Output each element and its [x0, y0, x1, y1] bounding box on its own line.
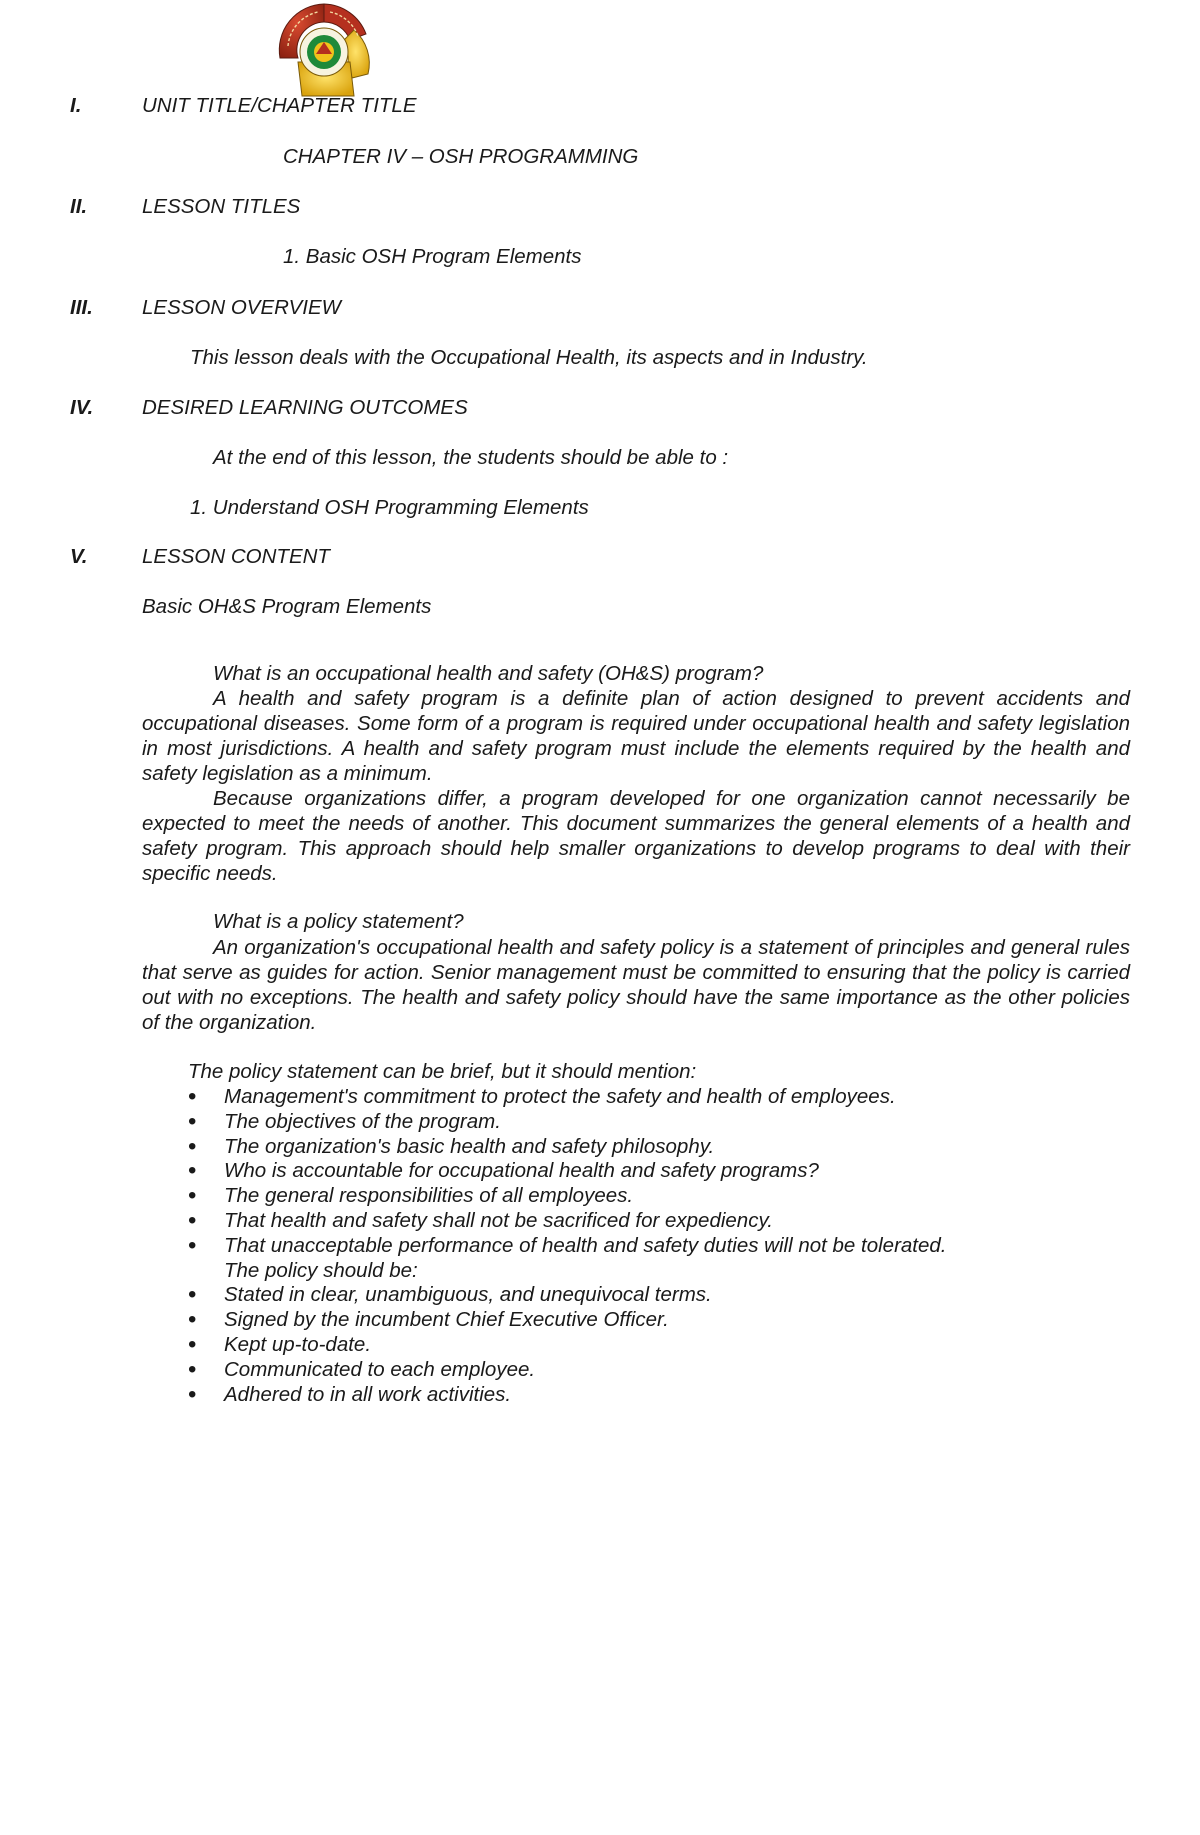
chapter-title: CHAPTER IV – OSH PROGRAMMING: [283, 145, 639, 168]
list-item: • The organization's basic health and safety philosophy.: [188, 1135, 947, 1160]
outcome-item: 1. Understand OSH Programming Elements: [190, 496, 589, 519]
policy-should-be-label: The policy should be:: [224, 1258, 418, 1282]
list-item: • Adhered to in all work activities.: [188, 1383, 947, 1408]
list-item: • Kept up-to-date.: [188, 1333, 947, 1358]
paragraph-policy-text: An organization's occupational health and safety policy is a statement of principles and general rules that serve as guides for action. Senior management must be committed to ensuring that the policy is carried out with no exceptions. The health and safety policy should have the same importance as the other policies of the organization.: [142, 936, 1130, 1034]
paragraph-policy: [142, 935, 1130, 1035]
section-title-unit: UNIT TITLE/CHAPTER TITLE: [142, 94, 417, 117]
section-title-outcomes: DESIRED LEARNING OUTCOMES: [142, 396, 468, 419]
section-title-content: LESSON CONTENT: [142, 545, 330, 568]
paragraph-organizations-differ-text: Because organizations differ, a program developed for one organization cannot necessarily be expected to meet the needs of another. This document summarizes the general elements of a health and safety program. This approach should help smaller organizations to develop programs to deal with their specific needs.: [142, 787, 1130, 885]
list-item: • Who is accountable for occupational health and safety programs?: [188, 1159, 947, 1184]
list-item: • That unacceptable performance of health and safety duties will not be tolerated.: [188, 1234, 947, 1259]
policy-mention-list: [188, 1085, 947, 1407]
list-item: • Management's commitment to protect the safety and health of employees.: [188, 1085, 947, 1110]
paragraph-ohs-program-text: A health and safety program is a definite plan of action designed to prevent accidents and occupational diseases. Some form of a program is required under occupational health and safety legislation in most jurisdictions. A health and safety program must include the elements required by the health and safety legislation as a minimum.: [142, 687, 1130, 785]
list-item: • Communicated to each employee.: [188, 1358, 947, 1383]
question-policy-statement: What is a policy statement?: [213, 910, 464, 933]
list-item: • That health and safety shall not be sacrificed for expediency.: [188, 1209, 947, 1234]
section-number-4: IV.: [70, 396, 94, 419]
question-ohs-program: What is an occupational health and safety (OH&S) program?: [213, 662, 764, 685]
list-item: • Stated in clear, unambiguous, and unequivocal terms.: [188, 1283, 947, 1308]
outcomes-intro: At the end of this lesson, the students should be able to :: [213, 446, 729, 469]
section-number-3: III.: [70, 296, 93, 319]
content-heading: Basic OH&S Program Elements: [142, 595, 432, 618]
paragraph-ohs-program: [142, 686, 1130, 786]
section-title-lesson-titles: LESSON TITLES: [142, 195, 301, 218]
policy-intro: The policy statement can be brief, but it should mention:: [188, 1060, 697, 1083]
overview-text: This lesson deals with the Occupational Health, its aspects and in Industry.: [190, 346, 868, 369]
paragraph-organizations-differ: [142, 786, 1130, 886]
school-seal-logo: [258, 0, 390, 102]
section-number-1: I.: [70, 94, 82, 117]
lesson-title-item: 1. Basic OSH Program Elements: [283, 245, 582, 268]
list-item: • The objectives of the program.: [188, 1110, 947, 1135]
section-title-overview: LESSON OVERVIEW: [142, 296, 341, 319]
list-item: • The general responsibilities of all employees.: [188, 1184, 947, 1209]
section-number-2: II.: [70, 195, 88, 218]
list-item: • Signed by the incumbent Chief Executive Officer.: [188, 1308, 947, 1333]
section-number-5: V.: [70, 545, 88, 568]
